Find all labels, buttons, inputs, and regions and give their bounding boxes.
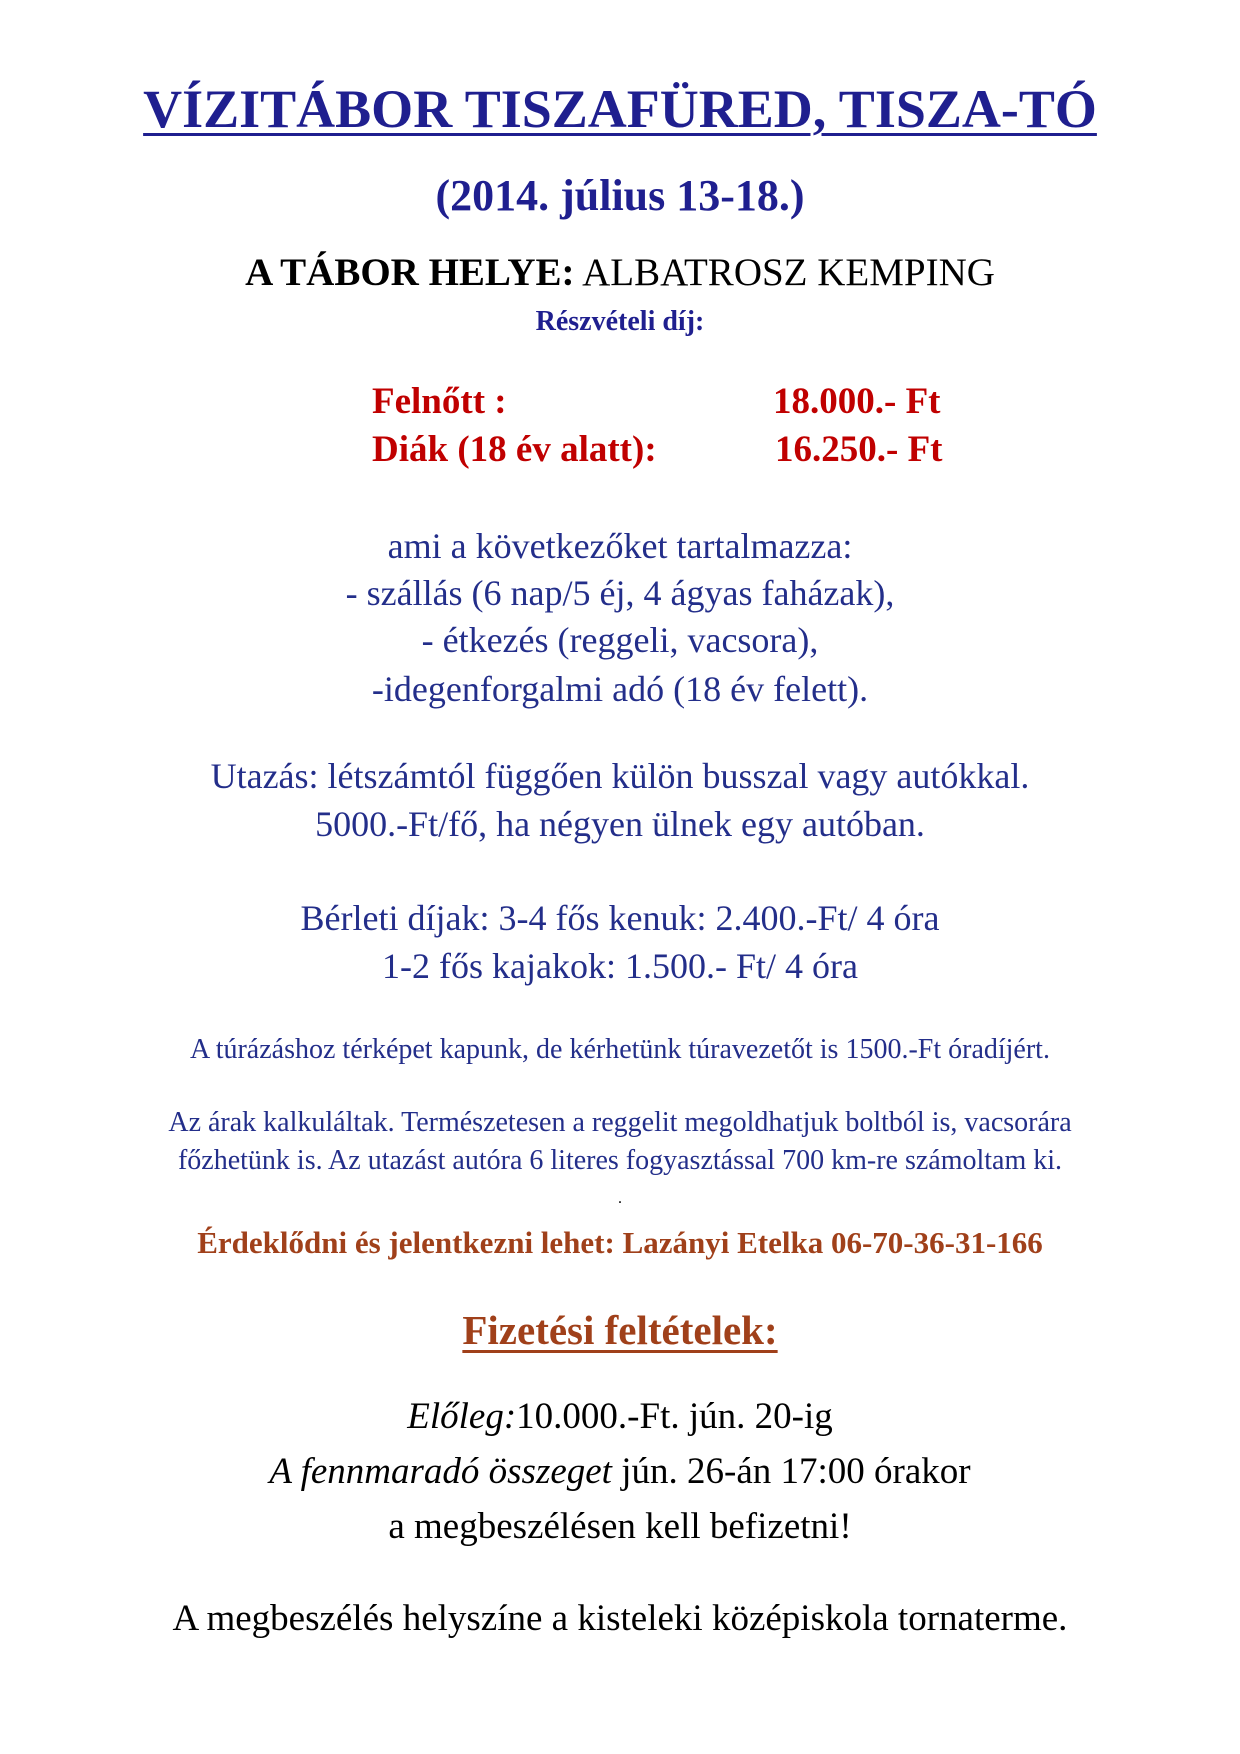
deposit-value: 10.000.-Ft. jún. 20-ig	[516, 1396, 833, 1437]
rental-line: 1-2 fős kajakok: 1.500.- Ft/ 4 óra	[382, 946, 858, 986]
camp-location	[0, 250, 1240, 295]
camp-date: (2014. július 13-18.)	[435, 171, 805, 220]
payment-note: a megbeszélésen kell befizetni!	[388, 1506, 852, 1547]
includes-item-meals: - étkezés (reggeli, vacsora),	[421, 620, 819, 660]
remaining-label: A fennmaradó összeget	[269, 1451, 612, 1492]
fee-student-value: 16.250.- Ft	[775, 429, 943, 470]
payment-title: Fizetési feltételek:	[462, 1307, 778, 1353]
fee-adult-label: Felnőtt :	[372, 381, 507, 422]
meeting-place: A megbeszélés helyszíne a kisteleki középiskola tornaterme.	[172, 1598, 1068, 1639]
remaining-value: jún. 26-án 17:00 órakor	[611, 1451, 971, 1492]
contact-info: Érdeklődni és jelentkezni lehet: Lazányi Etelka 06-70-36-31-166	[197, 1225, 1043, 1260]
calculation-line: Az árak kalkuláltak. Természetesen a reggelit megoldhatjuk boltból is, vacsorára	[168, 1107, 1072, 1138]
includes-item-accommodation: - szállás (6 nap/5 éj, 4 ágyas faházak),	[345, 573, 895, 613]
fee-student-label: Diák (18 év alatt):	[372, 429, 657, 470]
fee-heading: Részvételi díj:	[535, 306, 705, 337]
deposit-label: Előleg:	[407, 1396, 517, 1437]
map-note: A túrázáshoz térképet kapunk, de kérhetünk túravezetőt is 1500.-Ft óradíjért.	[190, 1034, 1050, 1065]
location-value: ALBATROSZ KEMPING	[582, 251, 995, 294]
includes-intro: ami a következőket tartalmazza:	[387, 526, 853, 566]
payment-remaining	[0, 1450, 1240, 1493]
rental-line: Bérleti díjak: 3-4 fős kenuk: 2.400.-Ft/ 4 óra	[300, 898, 940, 938]
separator-dot: .	[618, 1190, 622, 1207]
fee-adult-value: 18.000.- Ft	[773, 381, 941, 422]
payment-deposit	[0, 1395, 1240, 1438]
travel-line: Utazás: létszámtól függően külön busszal vagy autókkal.	[210, 756, 1030, 796]
includes-item-tax: -idegenforgalmi adó (18 év felett).	[371, 669, 869, 709]
calculation-line: főzhetünk is. Az utazást autóra 6 literes fogyasztással 700 km-re számoltam ki.	[177, 1145, 1063, 1176]
travel-line: 5000.-Ft/fő, ha négyen ülnek egy autóban.	[315, 804, 925, 844]
page-title: VÍZITÁBOR TISZAFÜRED, TISZA-TÓ	[143, 79, 1097, 139]
location-label: A TÁBOR HELYE:	[245, 251, 575, 294]
